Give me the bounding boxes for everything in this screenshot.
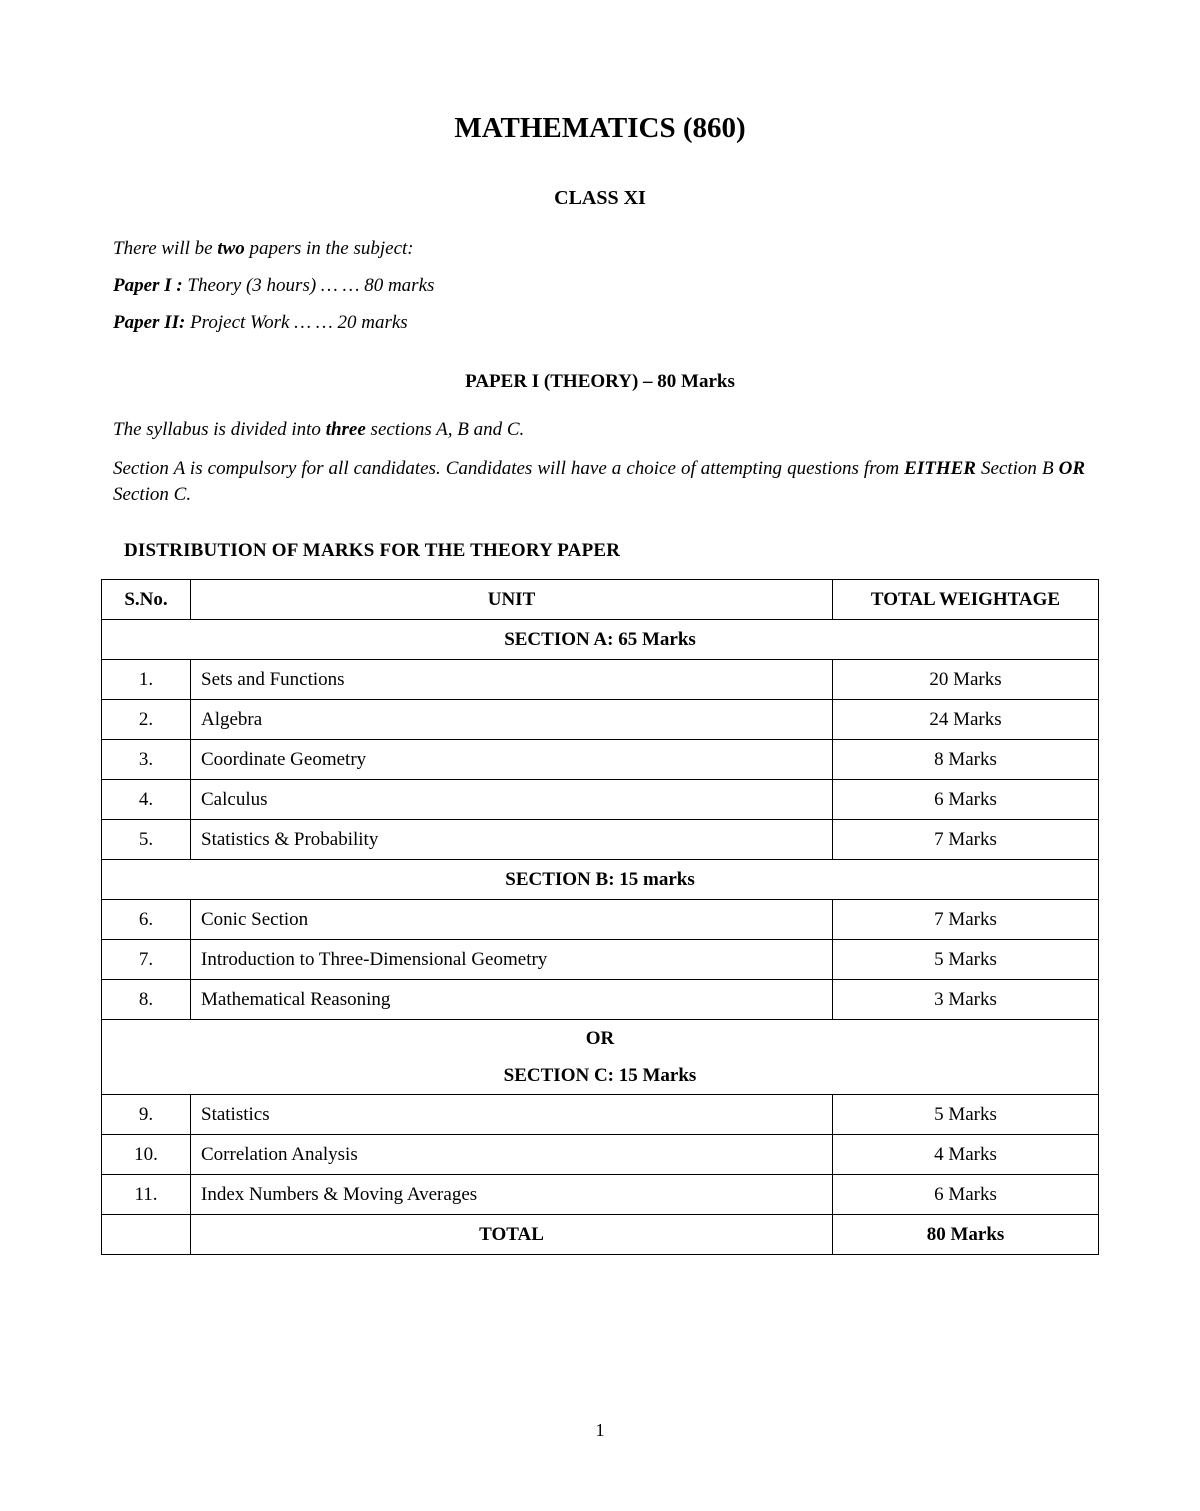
row-weight: 8 Marks — [833, 740, 1099, 780]
table-row — [102, 1095, 1099, 1135]
table-header-row — [102, 580, 1099, 620]
section-row — [102, 1020, 1099, 1095]
table-row — [102, 780, 1099, 820]
table-row — [102, 980, 1099, 1020]
row-unit: Sets and Functions — [191, 660, 833, 700]
row-unit: Correlation Analysis — [191, 1135, 833, 1175]
paper1-label: Paper I : — [113, 275, 183, 296]
row-weight: 6 Marks — [833, 1175, 1099, 1215]
intro-text-a: There will be — [113, 238, 218, 259]
syllabus-text-c: sections A, B and C. — [365, 419, 525, 440]
row-weight: 24 Marks — [833, 700, 1099, 740]
table-row — [102, 940, 1099, 980]
paper2-label: Paper II: — [113, 312, 186, 333]
marks-table — [101, 579, 1099, 1255]
row-sno: 1. — [102, 660, 191, 700]
table-row — [102, 660, 1099, 700]
class-label: CLASS XI — [554, 187, 646, 209]
table-row — [102, 900, 1099, 940]
table-row — [102, 1135, 1099, 1175]
row-sno: 6. — [102, 900, 191, 940]
row-sno: 2. — [102, 700, 191, 740]
row-weight: 20 Marks — [833, 660, 1099, 700]
total-blank-cell — [102, 1215, 191, 1255]
choice-text-a: Section A is compulsory for all candidates. Candidates will have a choice of attempting questions from — [113, 458, 905, 479]
row-unit: Statistics & Probability — [191, 820, 833, 860]
row-weight: 7 Marks — [833, 900, 1099, 940]
choice-text-c: Section B — [975, 458, 1059, 479]
row-sno: 5. — [102, 820, 191, 860]
intro-text-bold: two — [217, 238, 245, 259]
intro-line — [113, 238, 1085, 260]
row-sno: 9. — [102, 1095, 191, 1135]
row-unit: Introduction to Three-Dimensional Geometry — [191, 940, 833, 980]
section-b-heading: SECTION B: 15 marks — [102, 860, 1099, 900]
table-row — [102, 820, 1099, 860]
header-unit: UNIT — [191, 580, 833, 620]
syllabus-text-bold: three — [325, 419, 366, 440]
table-row — [102, 740, 1099, 780]
page-title: MATHEMATICS (860) — [454, 112, 746, 144]
row-unit: Index Numbers & Moving Averages — [191, 1175, 833, 1215]
total-row — [102, 1215, 1099, 1255]
row-sno: 11. — [102, 1175, 191, 1215]
row-unit: Mathematical Reasoning — [191, 980, 833, 1020]
row-sno: 10. — [102, 1135, 191, 1175]
row-weight: 5 Marks — [833, 1095, 1099, 1135]
choice-text-e: Section C. — [113, 484, 192, 505]
table-row — [102, 700, 1099, 740]
section-row — [102, 860, 1099, 900]
row-weight: 6 Marks — [833, 780, 1099, 820]
total-value: 80 Marks — [833, 1215, 1099, 1255]
total-label: TOTAL — [191, 1215, 833, 1255]
row-sno: 8. — [102, 980, 191, 1020]
row-sno: 4. — [102, 780, 191, 820]
row-weight: 7 Marks — [833, 820, 1099, 860]
page-number: 1 — [595, 1420, 605, 1440]
row-unit: Statistics — [191, 1095, 833, 1135]
distribution-heading: DISTRIBUTION OF MARKS FOR THE THEORY PAPER — [124, 540, 621, 561]
section-choice-paragraph — [113, 456, 1085, 508]
section-row — [102, 620, 1099, 660]
header-weightage: TOTAL WEIGHTAGE — [833, 580, 1099, 620]
table-row — [102, 1175, 1099, 1215]
row-unit: Conic Section — [191, 900, 833, 940]
row-unit: Algebra — [191, 700, 833, 740]
paper-heading: PAPER I (THEORY) – 80 Marks — [465, 371, 735, 392]
syllabus-line — [113, 419, 1085, 441]
paper2-line — [113, 312, 1085, 334]
row-weight: 4 Marks — [833, 1135, 1099, 1175]
section-a-heading: SECTION A: 65 Marks — [102, 620, 1099, 660]
row-unit: Coordinate Geometry — [191, 740, 833, 780]
intro-text-c: papers in the subject: — [244, 238, 414, 259]
choice-either: EITHER — [904, 458, 976, 479]
row-weight: 3 Marks — [833, 980, 1099, 1020]
paper1-line — [113, 275, 1085, 297]
section-c-heading: SECTION C: 15 Marks — [503, 1065, 697, 1086]
row-sno: 3. — [102, 740, 191, 780]
choice-or: OR — [1058, 458, 1086, 479]
paper1-text: Theory (3 hours) … … 80 marks — [182, 275, 435, 296]
or-label: OR — [585, 1028, 615, 1049]
row-weight: 5 Marks — [833, 940, 1099, 980]
or-section-c-heading — [102, 1020, 1099, 1095]
syllabus-text-a: The syllabus is divided into — [113, 419, 326, 440]
paper2-text: Project Work … … 20 marks — [185, 312, 408, 333]
row-sno: 7. — [102, 940, 191, 980]
header-sno: S.No. — [102, 580, 191, 620]
row-unit: Calculus — [191, 780, 833, 820]
